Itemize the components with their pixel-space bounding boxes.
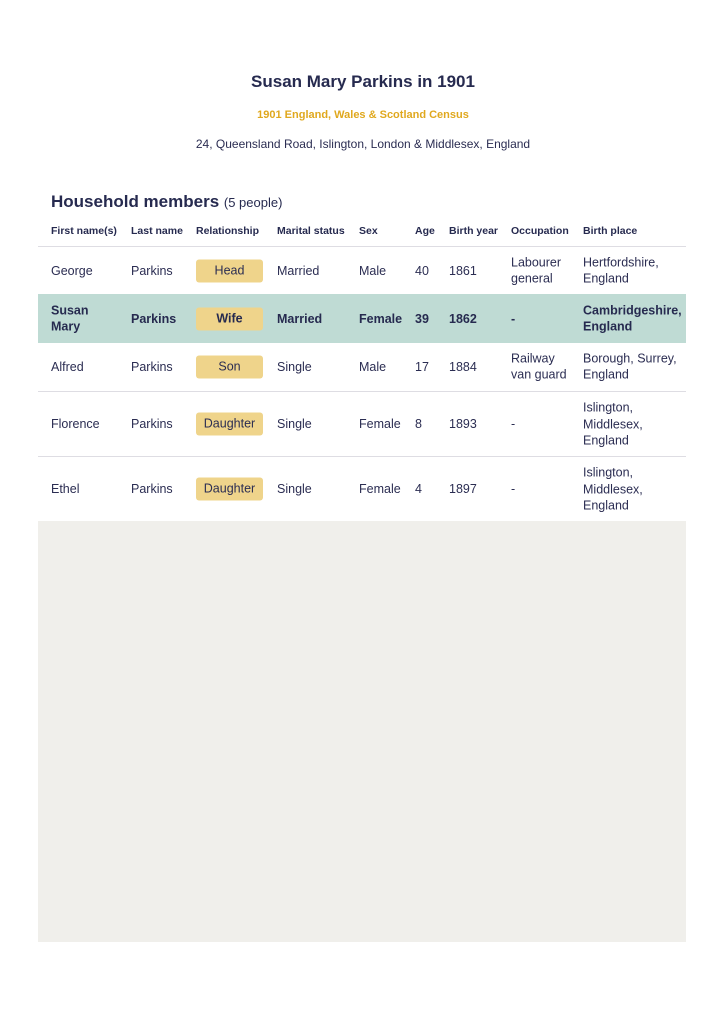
cell-marital-status: Married <box>277 311 323 326</box>
cell-marital-status: Single <box>277 359 312 374</box>
cell-sex: Male <box>359 263 387 278</box>
relationship-badge: Head <box>196 259 263 282</box>
cell-occupation: - <box>511 416 516 431</box>
census-name: 1901 England, Wales & Scotland Census <box>257 109 469 121</box>
household-heading-text: Household members <box>51 192 220 211</box>
cell-marital-status: Married <box>277 263 320 278</box>
cell-last-name: Parkins <box>131 311 177 326</box>
cell-birth-year: 1861 <box>449 263 477 278</box>
cell-first-name: Susan Mary <box>51 303 89 334</box>
cell-first-name: George <box>51 263 93 278</box>
cell-first-name: Ethel <box>51 481 80 496</box>
column-header-first-name: First name(s) <box>51 225 117 237</box>
cell-last-name: Parkins <box>131 416 173 431</box>
column-header-age: Age <box>415 225 435 237</box>
cell-sex: Male <box>359 359 387 374</box>
column-header-occupation: Occupation <box>511 225 569 237</box>
cell-first-name: Alfred <box>51 359 84 374</box>
cell-age: 40 <box>415 263 429 278</box>
cell-marital-status: Single <box>277 416 312 431</box>
cell-occupation: - <box>511 311 516 326</box>
cell-birth-place: Hertfordshire, England <box>583 255 659 286</box>
cell-birth-year: 1893 <box>449 416 477 431</box>
cell-age: 8 <box>415 416 422 431</box>
cell-birth-year: 1884 <box>449 359 477 374</box>
household-card <box>38 183 686 942</box>
cell-birth-year: 1897 <box>449 481 477 496</box>
column-header-marital-status: Marital status <box>277 225 345 237</box>
relationship-badge: Daughter <box>196 478 263 501</box>
census-address: 24, Queensland Road, Islington, London & Middlesex, England <box>195 137 531 151</box>
page-title: Susan Mary Parkins in 1901 <box>251 72 475 91</box>
cell-birth-place: Cambridgeshire, England <box>583 303 682 334</box>
cell-occupation: Railway van guard <box>511 351 567 382</box>
cell-occupation: Labourer general <box>511 255 562 286</box>
cell-sex: Female <box>359 416 401 431</box>
column-header-relationship: Relationship <box>196 225 260 237</box>
cell-marital-status: Single <box>277 481 312 496</box>
table-row[interactable] <box>38 343 686 390</box>
cell-age: 4 <box>415 481 422 496</box>
household-table-panel <box>38 183 686 521</box>
relationship-badge: Son <box>196 355 263 378</box>
household-heading <box>51 192 282 212</box>
cell-age: 39 <box>415 311 429 326</box>
column-header-last-name: Last name <box>131 225 183 237</box>
cell-birth-year: 1862 <box>449 311 477 326</box>
cell-birth-place: Borough, Surrey, England <box>583 351 677 382</box>
column-header-birth-year: Birth year <box>449 225 499 237</box>
table-row-selected[interactable] <box>38 294 686 343</box>
relationship-badge: Wife <box>196 307 263 330</box>
cell-sex: Female <box>359 311 403 326</box>
cell-last-name: Parkins <box>131 263 173 278</box>
column-header-sex: Sex <box>359 225 378 237</box>
cell-birth-place: Islington, Middlesex, England <box>583 400 643 448</box>
column-header-birth-place: Birth place <box>583 225 638 237</box>
table-row[interactable] <box>38 457 686 521</box>
relationship-badge: Daughter <box>196 413 263 436</box>
cell-occupation: - <box>511 481 516 496</box>
table-row[interactable] <box>38 247 686 294</box>
cell-birth-place: Islington, Middlesex, England <box>583 465 643 513</box>
cell-last-name: Parkins <box>131 481 173 496</box>
cell-first-name: Florence <box>51 416 100 431</box>
cell-age: 17 <box>415 359 429 374</box>
table-row[interactable] <box>38 392 686 456</box>
cell-sex: Female <box>359 481 401 496</box>
cell-last-name: Parkins <box>131 359 173 374</box>
household-count: (5 people) <box>223 195 283 210</box>
